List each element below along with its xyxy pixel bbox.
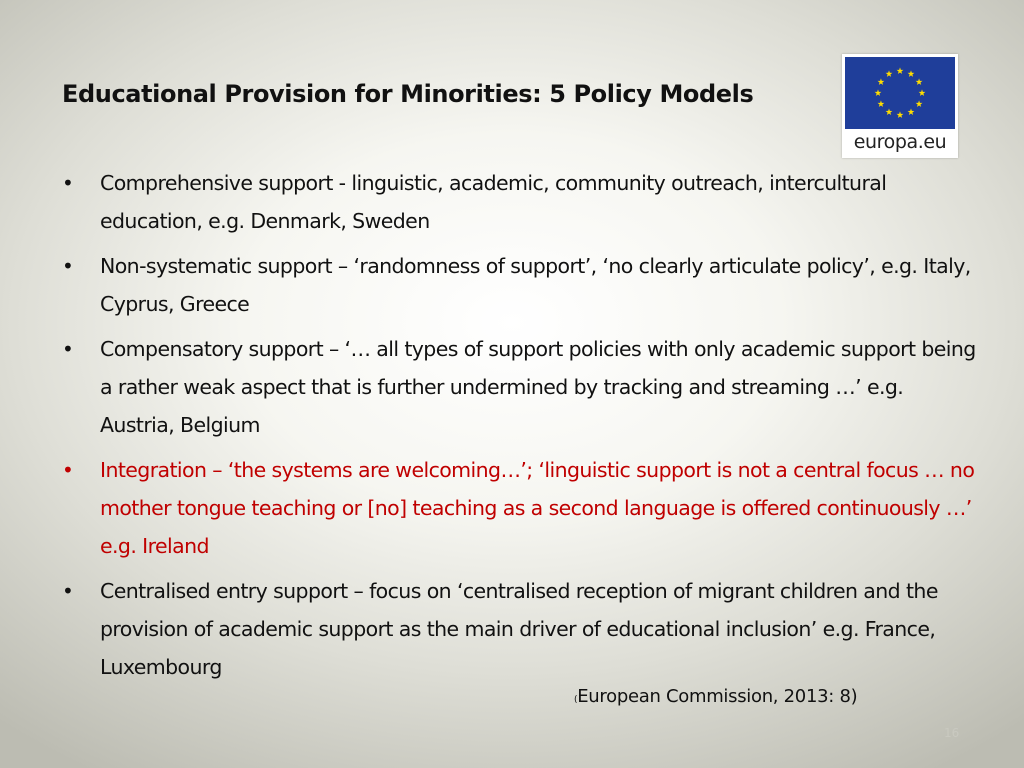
bullet-integration xyxy=(60,451,980,565)
europa-eu-logo xyxy=(842,54,958,158)
eu-flag-icon xyxy=(845,57,955,129)
bullet-dot-icon: • xyxy=(62,579,74,603)
slide-number: 16 xyxy=(944,726,960,740)
source-open-paren: ( xyxy=(574,695,578,705)
bullet-dot-icon: • xyxy=(62,337,74,361)
slide-title: Educational Provision for Minorities: 5 Policy Models xyxy=(62,80,754,108)
bullet-centralised-entry-support xyxy=(60,572,980,686)
bullet-text: Compensatory support – ‘… all types of support policies with only academic support being a rather weak aspect that is further undermined by tracking and streaming …’ e.g. Austria, Belgium xyxy=(100,337,976,437)
bullet-comprehensive-support xyxy=(60,164,980,240)
bullet-compensatory-support xyxy=(60,330,980,444)
bullet-text: Centralised entry support – focus on ‘centralised reception of migrant children and the provision of academic support as the main driver of educational inclusion’ e.g. France, Luxembourg xyxy=(100,579,938,679)
bullet-dot-icon: • xyxy=(62,458,74,482)
europa-eu-text: europa.eu xyxy=(853,131,947,153)
bullet-dot-icon: • xyxy=(62,171,74,195)
source-text: European Commission, 2013: 8) xyxy=(577,686,858,707)
policy-models-list xyxy=(60,164,980,693)
bullet-non-systematic-support xyxy=(60,247,980,323)
bullet-text: Comprehensive support - linguistic, academic, community outreach, intercultural education, e.g. Denmark, Sweden xyxy=(100,171,887,233)
source-citation xyxy=(574,686,857,707)
bullet-text: Integration – ‘the systems are welcoming…’; ‘linguistic support is not a central focus … no mother tongue teaching or [no] teaching as a second language is offered continuously …’ e.g. Ireland xyxy=(100,458,975,558)
bullet-dot-icon: • xyxy=(62,254,74,278)
bullet-text: Non-systematic support – ‘randomness of support’, ‘no clearly articulate policy’, e.g. Italy, Cyprus, Greece xyxy=(100,254,971,316)
